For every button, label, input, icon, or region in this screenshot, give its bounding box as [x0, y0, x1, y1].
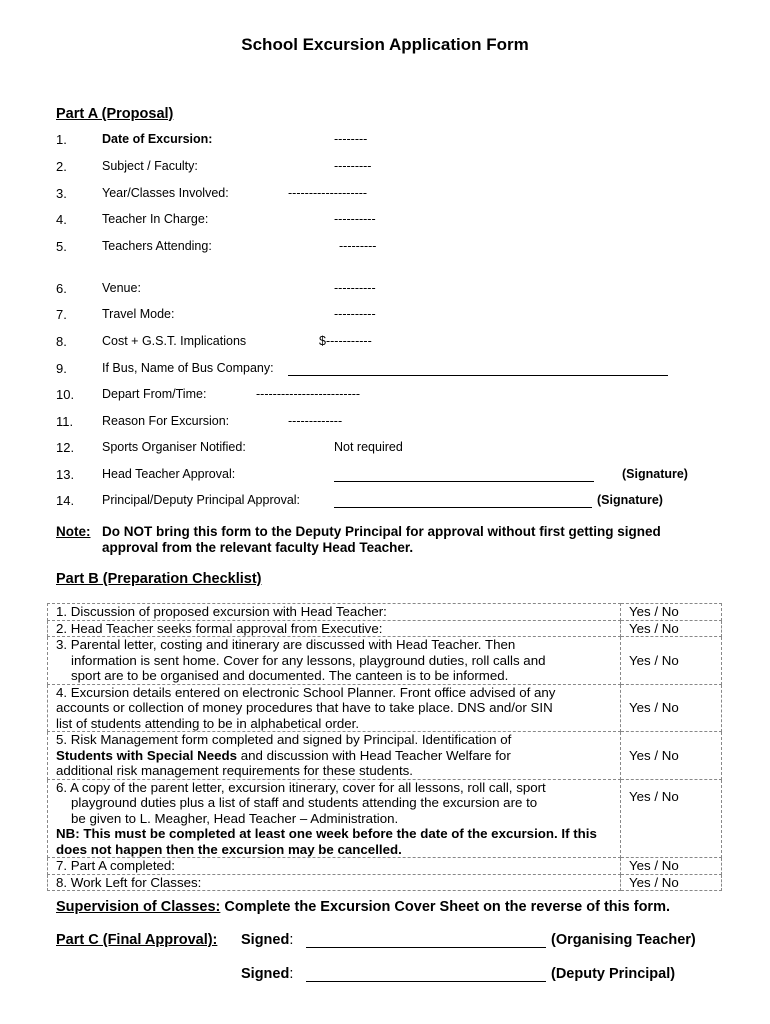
year-classes-field[interactable]: ------------------- [288, 186, 368, 200]
teacher-in-charge-field[interactable]: ---------- [334, 212, 376, 226]
checklist-row [48, 779, 722, 858]
item-number: 1. [56, 132, 67, 147]
yes-no-choice[interactable]: Yes / No [621, 620, 722, 637]
note-label: Note: [56, 524, 91, 539]
year-classes-label: Year/Classes Involved: [102, 186, 229, 200]
supervision-of-classes [56, 899, 670, 915]
item-number: 7. [56, 307, 67, 322]
item-number: 9. [56, 361, 67, 376]
yes-no-choice[interactable]: Yes / No [621, 858, 722, 875]
sports-organiser-label: Sports Organiser Notified: [102, 440, 246, 454]
part-a-item-10 [0, 387, 770, 405]
item-number: 11. [56, 414, 74, 429]
principal-approval-label: Principal/Deputy Principal Approval: [102, 493, 301, 507]
yes-no-choice[interactable]: Yes / No [621, 779, 722, 858]
bus-company-field[interactable] [288, 361, 668, 376]
checklist-text: 7. Part A completed: [48, 858, 621, 875]
checklist-row [48, 620, 722, 637]
checklist-text: 4. Excursion details entered on electronic School Planner. Front office advised of any accounts or collection of money procedures that have to take place. DNS and/or SIN list of students attending to be in alphabetical order. [48, 684, 621, 732]
checklist-text: 5. Risk Management form completed and signed by Principal. Identification of Students with Special Needs and discussion with Head Teacher Welfare for additional risk management requirements for these students. [48, 732, 621, 780]
signature-caption: (Signature) [597, 493, 663, 507]
venue-field[interactable]: ---------- [334, 281, 376, 295]
item-number: 5. [56, 239, 67, 254]
sports-organiser-value: Not required [334, 440, 403, 454]
page-title: School Excursion Application Form [241, 35, 529, 54]
teacher-in-charge-label: Teacher In Charge: [102, 212, 209, 226]
reason-for-excursion-label: Reason For Excursion: [102, 414, 230, 428]
yes-no-choice[interactable]: Yes / No [621, 684, 722, 732]
organising-teacher-role: (Organising Teacher) [551, 932, 696, 948]
item-number: 12. [56, 440, 75, 455]
date-of-excursion-field[interactable]: -------- [334, 132, 368, 146]
signed-label: Signed: [241, 932, 294, 948]
part-a-item-2 [0, 159, 770, 177]
venue-label: Venue: [102, 281, 141, 295]
bus-company-label: If Bus, Name of Bus Company: [102, 361, 274, 375]
supervision-text: Complete the Excursion Cover Sheet on the reverse of this form. [224, 899, 670, 915]
signature-caption: (Signature) [622, 467, 688, 481]
checklist-row [48, 637, 722, 685]
yes-no-choice[interactable]: Yes / No [621, 874, 722, 891]
checklist-text: 2. Head Teacher seeks formal approval from Executive: [48, 620, 621, 637]
approval-note [56, 524, 661, 555]
part-a-item-3 [0, 186, 770, 204]
part-a-item-8 [0, 334, 770, 352]
part-a-item-1 [0, 132, 770, 150]
part-a-item-7 [0, 307, 770, 325]
subject-faculty-field[interactable]: --------- [334, 159, 372, 173]
item-number: 2. [56, 159, 67, 174]
yes-no-choice[interactable]: Yes / No [621, 637, 722, 685]
cost-gst-field[interactable]: $----------- [319, 334, 372, 348]
part-a-item-5 [0, 239, 770, 257]
item-number: 10. [56, 387, 75, 402]
item-number: 6. [56, 281, 67, 296]
part-a-item-9 [0, 361, 770, 379]
deputy-principal-signature-field[interactable] [306, 966, 546, 982]
depart-from-time-label: Depart From/Time: [102, 387, 207, 401]
signed-label: Signed: [241, 966, 294, 982]
part-a-item-13 [0, 467, 770, 485]
deputy-principal-role: (Deputy Principal) [551, 966, 676, 982]
part-a-heading: Part A (Proposal) [56, 106, 174, 122]
travel-mode-label: Travel Mode: [102, 307, 175, 321]
checklist-row [48, 874, 722, 891]
date-of-excursion-label: Date of Excursion: [102, 132, 213, 146]
checklist-row [48, 684, 722, 732]
checklist-row [48, 732, 722, 780]
item-number: 14. [56, 493, 75, 508]
part-a-item-14 [0, 493, 770, 511]
yes-no-choice[interactable]: Yes / No [621, 732, 722, 780]
head-teacher-approval-label: Head Teacher Approval: [102, 467, 236, 481]
item-number: 3. [56, 186, 67, 201]
preparation-checklist [47, 603, 722, 891]
part-a-item-12 [0, 440, 770, 458]
head-teacher-signature-field[interactable] [334, 467, 594, 482]
item-number: 4. [56, 212, 67, 227]
checklist-text: 1. Discussion of proposed excursion with Head Teacher: [48, 604, 621, 621]
yes-no-choice[interactable]: Yes / No [621, 604, 722, 621]
part-a-item-6 [0, 281, 770, 299]
part-b-heading: Part B (Preparation Checklist) [56, 571, 262, 587]
teachers-attending-field[interactable]: --------- [339, 239, 377, 253]
checklist-text: 6. A copy of the parent letter, excursion itinerary, cover for all lessons, roll call, sport playground duties plus a list of staff and students attending the excursion are to be given to L. Meagher, Head Teacher – Administration. NB: This must be completed at least one week before the date of the excursion. If this does not happen then the excursion may be cancelled. [48, 779, 621, 858]
organising-teacher-signature-field[interactable] [306, 932, 546, 948]
part-a-item-4 [0, 212, 770, 230]
item-number: 13. [56, 467, 75, 482]
part-a-item-11 [0, 414, 770, 432]
supervision-label: Supervision of Classes: [56, 899, 221, 915]
part-c-label: Part C (Final Approval): [56, 932, 218, 948]
note-text: Do NOT bring this form to the Deputy Principal for approval without first getting signed approval from the relevant faculty Head Teacher. [102, 524, 661, 555]
cost-gst-label: Cost + G.S.T. Implications [102, 334, 247, 348]
checklist-row [48, 858, 722, 875]
subject-faculty-label: Subject / Faculty: [102, 159, 198, 173]
travel-mode-field[interactable]: ---------- [334, 307, 376, 321]
checklist-row [48, 604, 722, 621]
checklist-text: 3. Parental letter, costing and itinerary are discussed with Head Teacher. Then information is sent home. Cover for any lessons, playground duties, roll calls and sport are to be organised and documented. The canteen is to be informed. [48, 637, 621, 685]
reason-for-excursion-field[interactable]: ------------- [288, 414, 343, 428]
principal-signature-field[interactable] [334, 493, 592, 508]
checklist-text: 8. Work Left for Classes: [48, 874, 621, 891]
teachers-attending-label: Teachers Attending: [102, 239, 212, 253]
item-number: 8. [56, 334, 67, 349]
depart-from-time-field[interactable]: ------------------------- [256, 387, 361, 401]
